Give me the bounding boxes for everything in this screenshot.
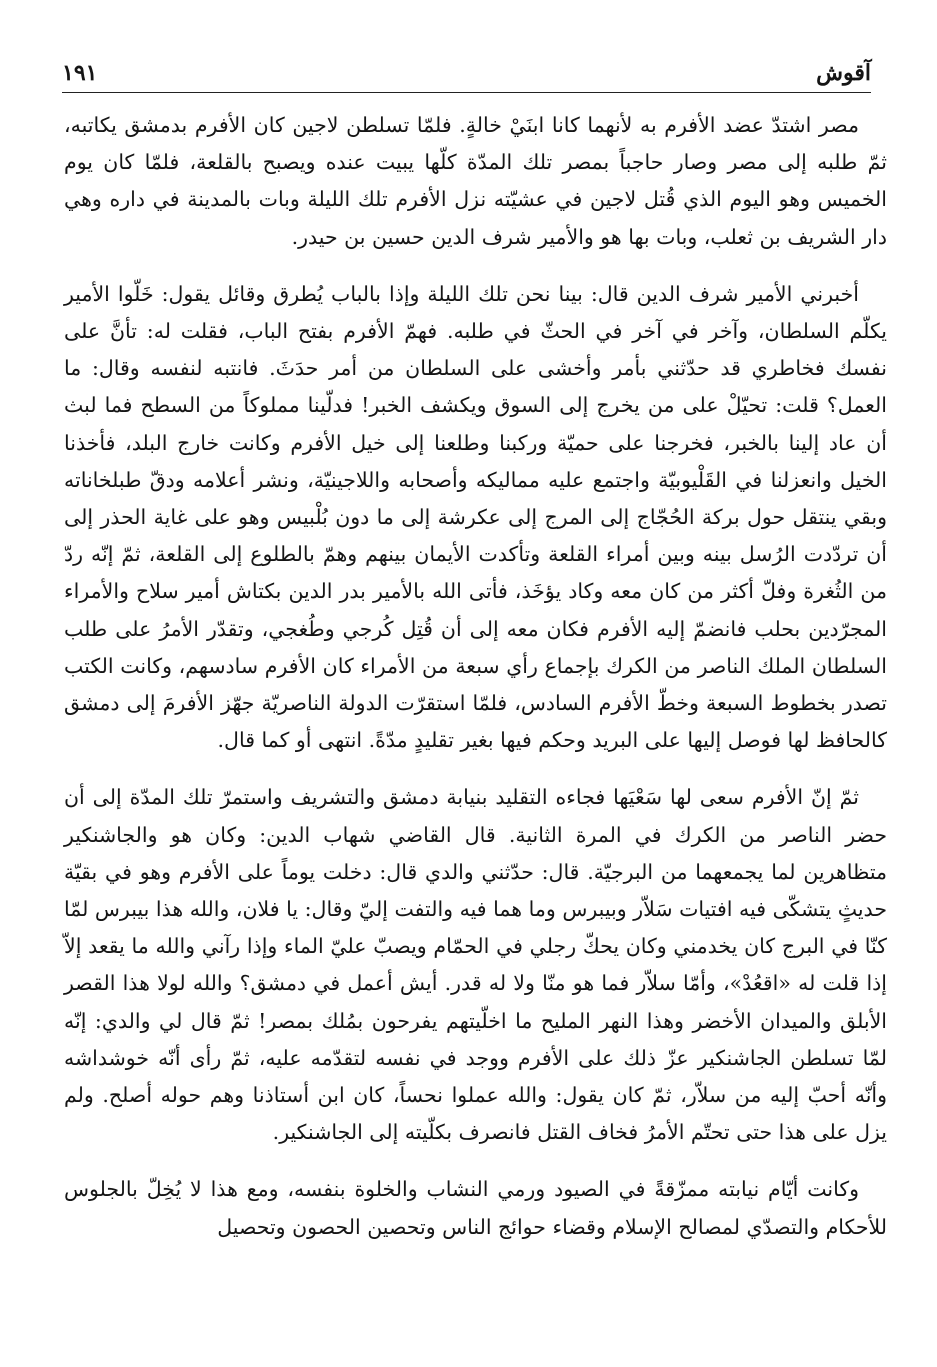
paragraph-2: أخبرني الأمير شرف الدين قال: بينا نحن تلك الليلة وإذا بالباب يُطرق وقائل يقول: خَلّوا الأمير يكلّم السلطان، وآخر في آخر في الحثّ في طلبه. فهمّ الأفرم بفتح الباب، فقلت له: تأنَّ على نفسك فخاطري قد حدّثني بأمر وأخشى على السلطان من أمر حدَثَ. فانتبه لنفسه وقال: ما العمل؟ قلت: تحيّلْ على من يخرج إلى السوق ويكشف الخبر! فدلّينا مملوكاً من السطح فما لبث أن عاد إلينا بالخبر، فخرجنا على حميّة وركبنا وطلعنا إلى خيل الأفرم وكانت خارج البلد، فأخذنا الخيل وانعزلنا في القَلْيوبيّة واجتمع عليه مماليكه وأصحابه واللاجينيّة، ونشر أعلامه ودقّ طبلخاناته وبقي ينتقل حول بركة الحُجّاج إلى المرج إلى عكرشة إلى ما دون بُلْبيس وهو على غاية الحذر إلى أن تردّدت الرُسل بينه وبين أمراء القلعة وتأكدت الأيمان بينهم وهمّ بالطلوع إلى القلعة، ثمّ إنّه ردّ من الثُغرة وفلّ أكثر من كان معه وكاد يؤخَذ، فأتى الله بالأمير بدر الدين بكتاش أمير سلاح والأمراء المجرّدين بحلب فانضمّ إليه الأفرم فكان معه إلى أن قُتِل كُرجي وطُغجي، وتقدّر الأمرُ على طلب السلطان الملك الناصر من الكرك بإجماع رأي سبعة من الأمراء كان الأفرم سادسهم، وكانت الكتب تصدر بخطوط السبعة وخطّ الأفرم السادس، فلمّا استقرّت الدولة الناصريّة جهّز الأفرمَ إلى دمشق كالحافظ لها فوصل إليها على البريد وحكم فيها بغير تقليدٍ مدّةً. انتهى أو كما قال. [64,281,887,753]
paragraph-1: مصر اشتدّ عضد الأفرم به لأنهما كانا ابنَيْ خالةٍ. فلمّا تسلطن لاجين كان الأفرم بدمشق يكاتبه، ثمّ طلبه إلى مصر وصار حاجباً بمصر تلك المدّة كلّها يبيت عنده ويصبح بالقلعة، فلمّا كان يوم الخميس وهو اليوم الذي قُتل لاجين في عشيّته نزل الأفرم تلك الليلة وبات بالمدينة في داره وهي دار الشريف بن ثعلب، وبات بها هو والأمير شرف الدين حسين بن حيدر. [64,113,887,249]
body-text [50,107,887,1246]
running-header [62,52,871,93]
paragraph-4: وكانت أيّام نيابته ممزّقةً في الصيود ورمي النشاب والخلوة بنفسه، ومع هذا لا يُخِلّ بالجلوس للأحكام والتصدّي لمصالح الإسلام وقضاء حوائج الناس وتحصين الحصون وتحصيل [64,1177,887,1239]
running-title: آقوش [816,60,871,86]
paragraph-3: ثمّ إنّ الأفرم سعى لها سَعْيَها فجاءه التقليد بنيابة دمشق والتشريف واستمرّ تلك المدّة إلى أن حضر الناصر من الكرك في المرة الثانية. قال القاضي شهاب الدين: وكان هو والجاشنكير متظاهرين لما يجمعهما من البرجيّة. قال: حدّثني والدي قال: دخلت يوماً على الأفرم وهو في بقيّة حديثٍ يتشكّى فيه افتيات سَلاّر وبيبرس وما هما فيه والتفت إليّ وقال: يا فلان، والله هذا بيبرس لمّا كنّا في البرج كان يخدمني وكان يحكّ رجلي في الحمّام ويصبّ عليّ الماء وإذا رآني والله ما يقعد إلاّ إذا قلت له «اقعُدْ»، وأمّا سلاّر فما هو منّا ولا له قدر. أيش أعمل في دمشق؟ والله لولا هذا القصر الأبلق والميدان الأخضر وهذا النهر المليح ما اخلّيتهم يفرحون بمُلك بمصر! ثمّ قال لي والدي: إنّه لمّا تسلطن الجاشنكير عزّ ذلك على الأفرم ووجد في نفسه لتقدّمه عليه، ثمّ رأى أنّه خوشداشه وأنّه أحبّ إليه من سلاّر، ثمّ كان يقول: والله عملوا نحساً، كان ابن أستاذنا وهم حوله أصلح. ولم يزل على هذا حتى تحتّم الأمرُ فخاف القتل فانصرف بكلّيته إلى الجاشنكير. [64,785,887,1145]
page-number: ١٩١ [62,60,98,86]
